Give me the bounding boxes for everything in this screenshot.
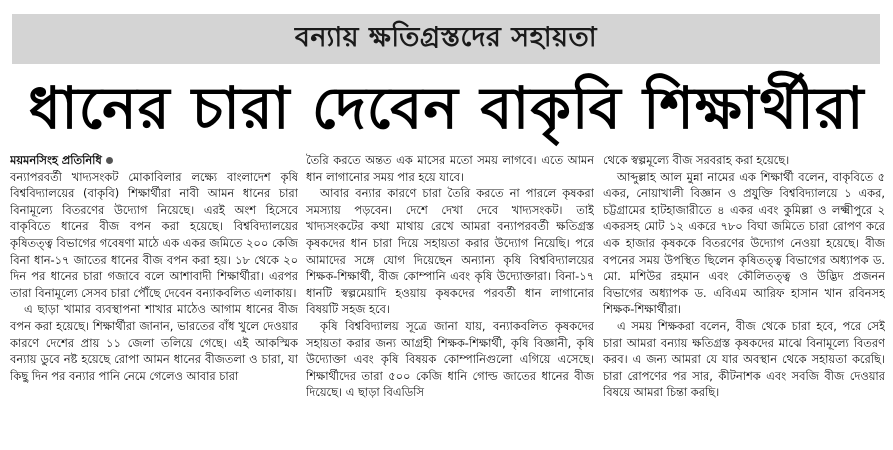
article-column-3 (603, 152, 885, 448)
paragraph: এ সময় শিক্ষকরা বলেন, বীজ থেকে চারা হবে, পরে সেই চারা আমরা বন্যায় ক্ষতিগ্রস্ত কৃষকদের মাঝে বিনামূল্যে বিতরণ করব। এ জন্য আমরা যে যার অবস্থান থেকে সহায়তা করেছি। চারা রোপণের পর সার, কীটনাশক এবং সবজি বীজ দেওয়ার বিষয়ে আমরা চিন্তা করছি। (603, 318, 885, 400)
kicker-title: বন্যায় ক্ষতিগ্রস্তদের সহায়তা (294, 21, 598, 53)
byline-text: ময়মনসিংহ প্রতিনিধি (10, 153, 102, 167)
paragraph: কৃষি বিশ্ববিদ্যালয় সূত্রে জানা যায়, বন্যাকবলিত কৃষকদের সহায়তা করার জন্য আগ্রহী শিক্ষক-শিক্ষার্থী, কৃষি বিজ্ঞানী, কৃষি উদ্যোক্তা এবং কৃষি বিষয়ক কোম্পানিগুলো এগিয়ে এসেছে। শিক্ষার্থীদের তারা ৫০০ কেজি ধানি গোল্ড জাতের ধানের বীজ দিয়েছে। এ ছাড়া বিএডিসি (306, 318, 594, 400)
headline: ধানের চারা দেবেন বাকৃবি শিক্ষার্থীরা (28, 73, 865, 142)
article-column-2 (306, 152, 594, 448)
bullet-icon (106, 157, 113, 164)
byline (10, 152, 298, 169)
paragraph: তৈরি করতে অন্তত এক মাসের মতো সময় লাগবে। এতে আমন ধান লাগানোর সময় পার হয়ে যাবে। (306, 153, 594, 184)
kicker-banner (12, 14, 880, 64)
paragraph: আবার বন্যার কারণে চারা তৈরি করতে না পারলে কৃষকরা সমস্যায় পড়বেন। দেশে দেখা দেবে খাদ্যসংকট। তাই খাদ্যসংকটের কথা মাথায় রেখে আমরা বন্যাপরবর্তী ক্ষতিগ্রস্ত কৃষকদের ধান চারা দিয়ে সহায়তা করার উদ্যোগ নিয়েছি। পরে আমাদের সঙ্গে যোগ দিয়েছেন অন্যান্য কৃষি বিশ্ববিদ্যালয়ের শিক্ষক-শিক্ষার্থী, বীজ কোম্পানি এবং কৃষি উদ্যোক্তারা। বিনা-১৭ ধানটি স্বল্পমেয়াদি হওয়ায় কৃষকদের পরবর্তী ধান লাগানোর বিষয়টি সহজ হবে। (306, 186, 594, 317)
paragraph: এ ছাড়া খামার ব্যবস্থাপনা শাখার মাঠেও আগাম ধানের বীজ বপন করা হয়েছে। শিক্ষার্থীরা জানান, ভারতের বাঁধ খুলে দেওয়ার কারণে দেশের প্রায় ১১ জেলা তলিয়ে গেছে। এই আকস্মিক বন্যায় ডুবে নষ্ট হয়েছে রোপা আমন ধানের বীজতলা ও চারা, যা কিছু দিন পর বন্যার পানি নেমে গেলেও আবার চারা (10, 302, 298, 383)
paragraph: আব্দুল্লাহ আল মুন্না নামের এক শিক্ষার্থী বলেন, বাকৃবিতে ৫ একর, নোয়াখালী বিজ্ঞান ও প্রযুক্তি বিশ্ববিদ্যালয়ে ১ একর, চট্টগ্রামের হাটহাজারীতে ৪ একর এবং কুমিল্লা ও লক্ষ্মীপুরে ২ একরসহ মোট ১২ একরে ৭৮০ বিঘা জমিতে চারা রোপণ করে এক হাজার কৃষককে বিতরণের উদ্যোগ নেওয়া হয়েছে। বীজ বপনের সময় উপস্থিত ছিলেন কৃষিতত্ত্ব বিভাগের অধ্যাপক ড. মো. মশিউর রহমান এবং কৌলিতত্ত্ব ও উদ্ভিদ প্রজনন বিভাগের অধ্যাপক ড. এবিএম আরিফ হাসান খান রবিনসহ শিক্ষক-শিক্ষার্থীরা। (603, 169, 885, 317)
article-column-1 (10, 152, 298, 448)
paragraph: বন্যাপরবর্তী খাদ্যসংকট মোকাবিলার লক্ষ্যে বাংলাদেশ কৃষি বিশ্ববিদ্যালয়ের (বাকৃবি) শিক্ষার্থীরা নাবী আমন ধানের চারা বিনামূল্যে বিতরণের উদ্যোগ নিয়েছে। এরই অংশ হিসেবে বাকৃবিতে ধানের বীজ বপন করা হয়েছে। বিশ্ববিদ্যালয়ের কৃষিতত্ত্ব বিভাগের গবেষণা মাঠে এক একর জমিতে ২০০ কেজি বিনা ধান-১৭ জাতের ধানের বীজ বপন করা হয়। ১৮ থেকে ২০ দিন পর ধানের চারা গজাবে বলে আশাবাদী শিক্ষার্থীরা। এরপর তারা বিনামূল্যে সেসব চারা পৌঁছে দেবেন বন্যাকবলিত এলাকায়। (10, 169, 298, 300)
paragraph: থেকে স্বল্পমূল্যে বীজ সরবরাহ করা হয়েছে। (603, 153, 790, 167)
